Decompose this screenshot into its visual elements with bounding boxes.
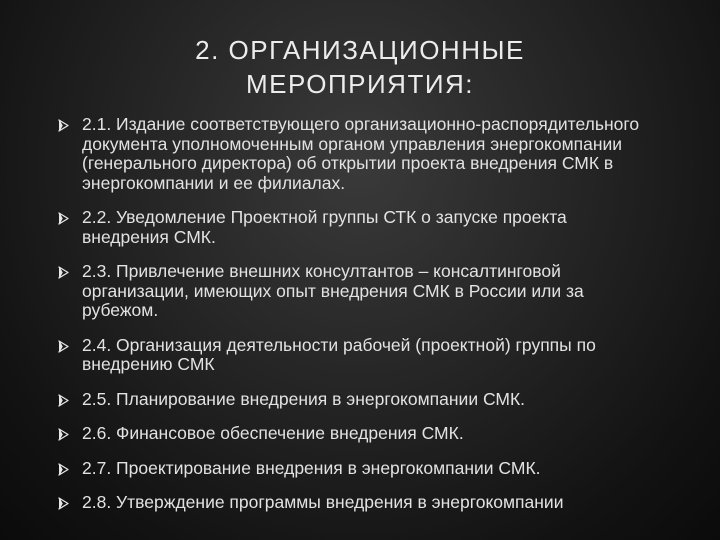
- arrow-bullet-icon: [57, 119, 70, 132]
- bullet-text: 2.6. Финансовое обеспечение внедрения СМК.: [82, 423, 464, 443]
- bullet-text: 2.7. Проектирование внедрения в энергокомпании СМК.: [82, 457, 541, 478]
- bullet-list: [57, 115, 657, 528]
- arrow-bullet-icon: [57, 497, 70, 510]
- arrow-bullet-icon: [57, 463, 70, 476]
- bullet-text: 2.5. Планирование внедрения в энергокомпании СМК.: [82, 388, 526, 409]
- bullet-text: 2.1. Издание соответствующего организационно-распорядительного документа уполномоченным органом управления энергокомпании (генерального директора) об открытии проекта внедрения СМК в энергокомпании и ее филиалах.: [82, 114, 640, 193]
- arrow-bullet-icon: [57, 394, 70, 407]
- bullet-item-2-6: [57, 424, 657, 444]
- slide-title: [0, 33, 720, 101]
- bullet-item-2-7: [57, 459, 657, 479]
- bullet-item-2-4: [57, 336, 657, 375]
- arrow-bullet-icon: [57, 212, 70, 225]
- bullet-text: 2.8. Утверждение программы внедрения в энергокомпании: [82, 492, 564, 512]
- slide-title-line-2: МЕРОПРИЯТИЯ:: [245, 69, 475, 99]
- slide-title-line-1: 2. ОРГАНИЗАЦИОННЫЕ: [195, 35, 525, 65]
- bullet-item-2-5: [57, 390, 657, 410]
- bullet-item-2-1: [57, 115, 657, 193]
- arrow-bullet-icon: [57, 340, 70, 353]
- arrow-bullet-icon: [57, 266, 70, 279]
- bullet-item-2-3: [57, 262, 657, 321]
- bullet-text: 2.4. Организация деятельности рабочей (проектной) группы по внедрению СМК: [82, 334, 596, 374]
- arrow-bullet-icon: [57, 428, 70, 441]
- bullet-text: 2.3. Привлечение внешних консултантов – консалтинговой организации, имеющих опыт внедрения СМК в России или за рубежом.: [82, 261, 584, 320]
- bullet-text: 2.2. Уведомление Проектной группы СТК о запуске проекта внедрения СМК.: [82, 207, 567, 247]
- bullet-item-2-2: [57, 208, 657, 247]
- bullet-item-2-8: [57, 493, 657, 513]
